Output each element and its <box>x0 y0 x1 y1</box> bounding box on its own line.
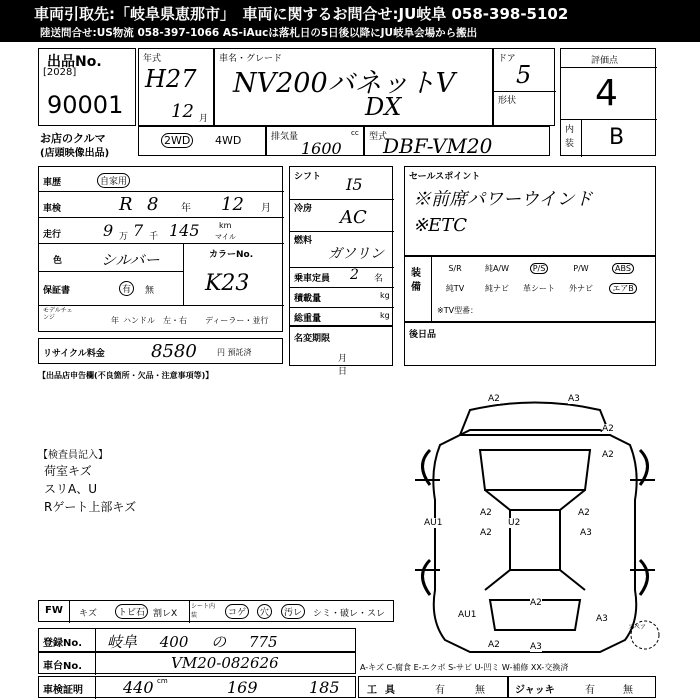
model-type-value: DBF-VM20 <box>383 134 493 158</box>
model-type-label: 型式 <box>369 132 388 142</box>
equip-airbag: エアB <box>603 281 643 297</box>
sales-point-label: セールスポイント <box>409 172 481 182</box>
mileage-unit-mile: マイル <box>215 233 236 241</box>
score-value: 4 <box>595 73 618 114</box>
year-label: 年式 <box>143 54 162 64</box>
tools-label: 工具 <box>367 685 403 696</box>
model-change-year: 年 <box>111 316 119 325</box>
header-line-1: 車両引取先:「岐阜県恵那市」 車両に関するお問合せ:JU岐阜 058-398-5102 <box>34 5 569 23</box>
capacity-value: 2 <box>350 267 359 283</box>
year-era: H27 <box>145 65 197 93</box>
name-change-label: 名変期限 <box>294 334 331 344</box>
sales-point-line-2: ※ETC <box>413 215 467 236</box>
later-label: 後日品 <box>409 330 437 340</box>
capacity-unit: 名 <box>374 274 384 284</box>
fw-scratch: キズ <box>79 609 97 619</box>
mileage-unit-km: km <box>219 221 232 230</box>
inspection-month: 12 <box>221 194 244 215</box>
lot-number: 90001 <box>47 91 124 119</box>
displacement-label: 排気量 <box>271 132 299 142</box>
car-diagram <box>410 390 660 660</box>
car-name-label: 車名・グレード <box>219 54 283 64</box>
mark-right-door-top: A2 <box>602 450 614 460</box>
dim-width: 169 <box>227 678 258 697</box>
mark-roof-upper: A2 <box>480 508 492 518</box>
mileage-man: 9 <box>103 221 114 240</box>
equip-abs: ABS <box>603 261 643 277</box>
mileage-rest: 145 <box>169 221 200 240</box>
score-label: 評価点 <box>591 56 619 66</box>
inspection-label: 車検 <box>43 204 62 214</box>
jack-row <box>508 676 656 698</box>
year-month: 12 <box>171 101 194 122</box>
interior-value: B <box>609 125 625 150</box>
doors-box <box>493 48 555 126</box>
equip-sr: S/R <box>448 264 462 273</box>
equip-leather: 革シート <box>523 284 555 293</box>
mark-left-side: AU1 <box>424 518 443 528</box>
inspection-year-unit: 年 <box>181 203 191 214</box>
sales-point-box <box>404 166 656 256</box>
car-name: NV200バネットV <box>233 68 456 99</box>
mileage-label: 走行 <box>43 230 62 240</box>
history-value: 自家用 <box>97 173 130 188</box>
shift-label: シフト <box>294 172 322 182</box>
shop-title: お店のクルマ <box>40 132 106 145</box>
inspector-title: 【検査員記入】 <box>38 450 108 461</box>
warranty-yes: 有 <box>119 281 134 296</box>
shift-value: I5 <box>346 175 363 194</box>
header-bar <box>0 0 700 42</box>
notes-header: 【出品店申告欄(不良箇所・欠品・注意事項等)】 <box>38 371 214 380</box>
chassis-value: VM20-082626 <box>171 654 279 672</box>
displacement-box <box>266 126 364 156</box>
model-change-label: モデルチェンジ <box>43 307 73 321</box>
year-box <box>138 48 214 126</box>
jack-label: ジャッキ <box>515 685 555 696</box>
dimensions-label: 車検証明 <box>43 685 83 696</box>
mileage-thousand-unit: 千 <box>149 232 159 242</box>
seat-hole: 穴 <box>257 604 272 619</box>
inspector-line-3: Rゲート上部キズ <box>44 500 137 514</box>
model-change-handle: ハンドル 左・右 <box>123 316 187 325</box>
mark-front-right: A3 <box>568 394 580 404</box>
mark-right-rear-door: A3 <box>580 528 592 538</box>
warranty-no: 無 <box>145 286 155 296</box>
name-change-unit: 月日 <box>338 354 368 377</box>
tools-no: 無 <box>475 685 485 696</box>
seat-stain: 汚レ <box>281 604 305 619</box>
warranty-label: 保証書 <box>43 286 71 296</box>
year-month-unit: 月 <box>199 114 209 124</box>
fw-crack: 割レX <box>153 609 178 619</box>
dim-height: 185 <box>309 678 340 697</box>
load-unit: kg <box>380 291 390 300</box>
drive-2wd: 2WD <box>161 133 193 148</box>
fuel-value: ガソリン <box>328 246 384 262</box>
score-box <box>560 48 656 156</box>
color-code-label: カラーNo. <box>209 250 254 260</box>
weight-label: 総重量 <box>294 314 322 324</box>
doors-value: 5 <box>516 61 532 89</box>
jack-yes: 有 <box>585 685 595 696</box>
equipment-box <box>404 256 656 322</box>
mark-rear-bumper: A3 <box>530 642 542 652</box>
chassis-label: 車台No. <box>43 661 83 672</box>
lot-tag: [2028] <box>43 67 77 78</box>
equip-tv: 純TV <box>445 284 465 293</box>
registration-label: 登録No. <box>43 638 83 649</box>
mid-block <box>289 166 393 326</box>
equip-ps: P/S <box>519 261 559 277</box>
capacity-label: 乗車定員 <box>294 274 331 284</box>
ac-value: AC <box>340 207 367 228</box>
lot-box <box>38 48 136 126</box>
mark-right-door-mid: A2 <box>578 508 590 518</box>
drive-4wd: 4WD <box>215 134 242 147</box>
car-name-box <box>214 48 493 126</box>
registration-value: 岐阜 400 の 775 <box>107 633 278 651</box>
seat-burn: コゲ <box>225 604 249 619</box>
details-block <box>38 166 283 332</box>
color-code: K23 <box>205 271 250 296</box>
mileage-thousand: 7 <box>133 221 144 240</box>
tools-row <box>358 676 508 698</box>
displacement-value: 1600 <box>301 139 342 158</box>
model-type-box <box>364 126 550 156</box>
recycle-label: リサイクル料金 <box>43 349 105 359</box>
spare-label: スペア <box>628 624 647 631</box>
seat-other: シミ・破レ・スレ <box>313 609 386 619</box>
mark-left-rear: AU1 <box>458 610 477 620</box>
recycle-unit: 円 預託済 <box>217 348 252 357</box>
car-grade: DX <box>365 93 402 121</box>
mark-roof: U2 <box>508 518 521 528</box>
equipment-label: 装備 <box>411 268 421 293</box>
equip-tv-model: ※TV型番： <box>437 306 479 315</box>
inspector-line-2: スリA、U <box>44 482 97 496</box>
mark-roof-lower: A2 <box>480 528 492 538</box>
color-label: 色 <box>53 256 63 266</box>
lot-label: 出品No. <box>47 54 102 70</box>
ac-label: 冷房 <box>294 204 313 214</box>
header-line-2: 陸送問合せ:US物流 058-397-1066 AS-iAucは落札日の5日後以降にJU岐阜会場から搬出 <box>40 27 478 39</box>
dim-unit-1: cm <box>157 677 168 685</box>
seat-label: シート内装 <box>191 603 216 619</box>
recycle-box <box>38 338 283 364</box>
jack-no: 無 <box>623 685 633 696</box>
weight-unit: kg <box>380 311 390 320</box>
equip-alloy: 純A/W <box>484 264 510 273</box>
mileage-man-unit: 万 <box>119 232 129 242</box>
fw-row <box>38 600 394 622</box>
mark-front-left: A2 <box>488 394 500 404</box>
interior-label: 内装 <box>565 125 575 149</box>
mark-right-fender: A2 <box>602 424 614 434</box>
mark-right-rear: A3 <box>596 614 608 624</box>
fw-chip: トビ石 <box>115 604 148 619</box>
equip-pw: P/W <box>573 264 589 273</box>
color-value: シルバー <box>101 251 160 269</box>
fuel-label: 燃料 <box>294 236 313 246</box>
mark-rear-gate: A2 <box>530 598 542 608</box>
inspection-era: R <box>119 194 133 215</box>
model-change-dealer: ディーラー・並行 <box>205 316 269 325</box>
legend: A-キズ C-腐食 E-エクボ S-サビ U-凹ミ W-補修 XX-交換済 <box>360 663 569 672</box>
sales-point-line-1: ※前席パワーウインド <box>413 189 593 210</box>
shop-note: (店頭映像出品) <box>40 148 110 159</box>
name-change-box <box>289 326 393 377</box>
inspection-month-unit: 月 <box>261 203 271 214</box>
dim-length: 440 <box>123 678 154 697</box>
load-label: 積載量 <box>294 294 322 304</box>
chassis-row <box>38 652 356 674</box>
mark-left-rear-corner: A2 <box>488 640 500 650</box>
equip-navi: 純ナビ <box>485 284 509 293</box>
recycle-value: 8580 <box>151 341 197 362</box>
displacement-unit: cc <box>351 129 359 137</box>
equip-ext-navi: 外ナビ <box>569 284 593 293</box>
registration-row <box>38 628 356 652</box>
later-box <box>404 322 656 366</box>
drive-box <box>138 126 266 156</box>
doors-label: ドア <box>498 54 516 64</box>
tools-yes: 有 <box>435 685 445 696</box>
shape-label: 形状 <box>498 96 517 106</box>
dimensions-row <box>38 676 356 698</box>
inspector-line-1: 荷室キズ <box>44 464 92 478</box>
inspection-year: 8 <box>147 194 159 215</box>
fw-label: FW <box>45 605 63 616</box>
history-label: 車歴 <box>43 178 62 188</box>
